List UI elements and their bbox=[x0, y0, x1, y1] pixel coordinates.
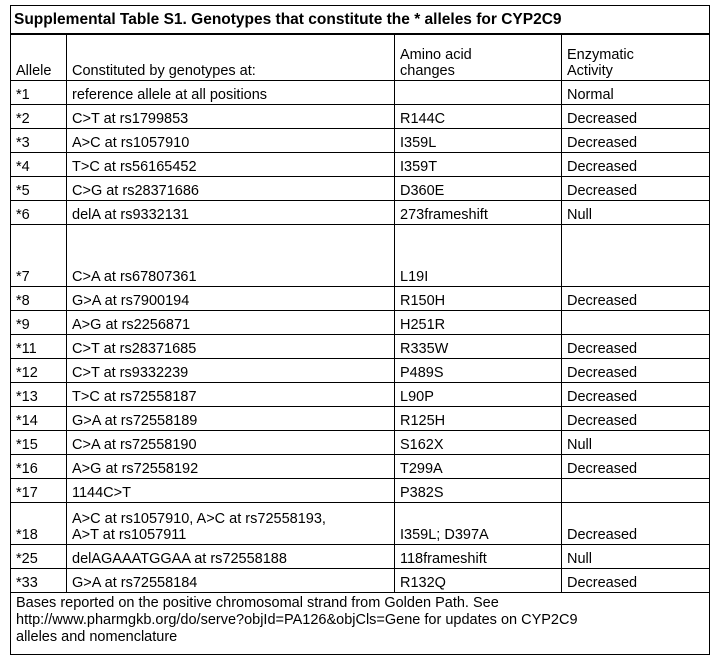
allele-cell: *6 bbox=[11, 201, 67, 225]
activity-cell: Decreased bbox=[562, 153, 710, 177]
activity-cell: Decreased bbox=[562, 359, 710, 383]
genotype-cell: C>T at rs1799853 bbox=[67, 105, 395, 129]
table-row bbox=[11, 455, 710, 479]
table-row bbox=[11, 503, 710, 545]
amino-cell: H251R bbox=[395, 311, 562, 335]
activity-cell: Null bbox=[562, 545, 710, 569]
genotype-cell: A>C at rs1057910, A>C at rs72558193, A>T at rs1057911 bbox=[67, 503, 395, 545]
allele-cell: *3 bbox=[11, 129, 67, 153]
footnote-row bbox=[11, 593, 710, 655]
genotype-cell: A>C at rs1057910 bbox=[67, 129, 395, 153]
amino-cell: P382S bbox=[395, 479, 562, 503]
amino-cell: I359L; D397A bbox=[395, 503, 562, 545]
allele-cell: *18 bbox=[11, 503, 67, 545]
table-row bbox=[11, 129, 710, 153]
amino-cell: R125H bbox=[395, 407, 562, 431]
table-row bbox=[11, 569, 710, 593]
activity-cell: Decreased bbox=[562, 105, 710, 129]
table-row bbox=[11, 153, 710, 177]
allele-cell: *15 bbox=[11, 431, 67, 455]
amino-cell: 118frameshift bbox=[395, 545, 562, 569]
allele-cell: *7 bbox=[11, 225, 67, 287]
header-genotypes: Constituted by genotypes at: bbox=[67, 35, 395, 81]
table-row bbox=[11, 225, 710, 287]
amino-cell: R144C bbox=[395, 105, 562, 129]
activity-cell: Decreased bbox=[562, 569, 710, 593]
table-row bbox=[11, 81, 710, 105]
activity-cell: Decreased bbox=[562, 129, 710, 153]
allele-cell: *33 bbox=[11, 569, 67, 593]
allele-cell: *9 bbox=[11, 311, 67, 335]
table-row bbox=[11, 359, 710, 383]
table-row bbox=[11, 311, 710, 335]
amino-cell: R335W bbox=[395, 335, 562, 359]
genotype-table bbox=[10, 34, 710, 655]
supplemental-table bbox=[10, 5, 710, 655]
activity-cell: Decreased bbox=[562, 177, 710, 201]
header-row bbox=[11, 35, 710, 81]
genotype-cell: reference allele at all positions bbox=[67, 81, 395, 105]
table-row bbox=[11, 407, 710, 431]
activity-cell: Decreased bbox=[562, 287, 710, 311]
header-amino: Amino acid changes bbox=[395, 35, 562, 81]
genotype-cell: C>G at rs28371686 bbox=[67, 177, 395, 201]
table-row bbox=[11, 479, 710, 503]
table-row bbox=[11, 201, 710, 225]
allele-cell: *17 bbox=[11, 479, 67, 503]
amino-cell: S162X bbox=[395, 431, 562, 455]
table-row bbox=[11, 383, 710, 407]
activity-cell: Decreased bbox=[562, 383, 710, 407]
amino-cell: L90P bbox=[395, 383, 562, 407]
table-title: Supplemental Table S1. Genotypes that constitute the * alleles for CYP2C9 bbox=[11, 6, 709, 34]
table-row bbox=[11, 177, 710, 201]
genotype-cell: C>T at rs28371685 bbox=[67, 335, 395, 359]
genotype-cell: A>G at rs2256871 bbox=[67, 311, 395, 335]
amino-cell: I359L bbox=[395, 129, 562, 153]
allele-cell: *1 bbox=[11, 81, 67, 105]
footnote: Bases reported on the positive chromosomal strand from Golden Path. See http://www.pharmgkb.org/do/serve?objId=PA126&objCls=Gene for updates on CYP2C9 alleles and nomenclature bbox=[11, 593, 710, 655]
header-activity: Enzymatic Activity bbox=[562, 35, 710, 81]
genotype-cell: A>G at rs72558192 bbox=[67, 455, 395, 479]
allele-cell: *13 bbox=[11, 383, 67, 407]
activity-cell: Decreased bbox=[562, 335, 710, 359]
activity-cell: Normal bbox=[562, 81, 710, 105]
table-row bbox=[11, 287, 710, 311]
amino-cell: T299A bbox=[395, 455, 562, 479]
amino-cell bbox=[395, 81, 562, 105]
table-body bbox=[11, 81, 710, 593]
allele-cell: *14 bbox=[11, 407, 67, 431]
activity-cell: Null bbox=[562, 431, 710, 455]
table-row bbox=[11, 545, 710, 569]
allele-cell: *5 bbox=[11, 177, 67, 201]
activity-cell: Null bbox=[562, 201, 710, 225]
genotype-cell: G>A at rs72558184 bbox=[67, 569, 395, 593]
header-allele: Allele bbox=[11, 35, 67, 81]
genotype-cell: G>A at rs72558189 bbox=[67, 407, 395, 431]
allele-cell: *2 bbox=[11, 105, 67, 129]
allele-cell: *8 bbox=[11, 287, 67, 311]
table-row bbox=[11, 105, 710, 129]
activity-cell bbox=[562, 479, 710, 503]
genotype-cell: T>C at rs56165452 bbox=[67, 153, 395, 177]
activity-cell: Decreased bbox=[562, 455, 710, 479]
amino-cell: D360E bbox=[395, 177, 562, 201]
allele-cell: *25 bbox=[11, 545, 67, 569]
activity-cell bbox=[562, 311, 710, 335]
activity-cell: Decreased bbox=[562, 407, 710, 431]
activity-cell: Decreased bbox=[562, 503, 710, 545]
table-frame bbox=[10, 5, 710, 34]
genotype-cell: G>A at rs7900194 bbox=[67, 287, 395, 311]
activity-cell bbox=[562, 225, 710, 287]
genotype-cell: delA at rs9332131 bbox=[67, 201, 395, 225]
amino-cell: P489S bbox=[395, 359, 562, 383]
amino-cell: 273frameshift bbox=[395, 201, 562, 225]
genotype-cell: C>A at rs72558190 bbox=[67, 431, 395, 455]
genotype-cell: C>T at rs9332239 bbox=[67, 359, 395, 383]
genotype-cell: 1144C>T bbox=[67, 479, 395, 503]
table-row bbox=[11, 335, 710, 359]
amino-cell: L19I bbox=[395, 225, 562, 287]
allele-cell: *11 bbox=[11, 335, 67, 359]
genotype-cell: C>A at rs67807361 bbox=[67, 225, 395, 287]
amino-cell: R150H bbox=[395, 287, 562, 311]
genotype-cell: delAGAAATGGAA at rs72558188 bbox=[67, 545, 395, 569]
genotype-cell: T>C at rs72558187 bbox=[67, 383, 395, 407]
allele-cell: *12 bbox=[11, 359, 67, 383]
table-row bbox=[11, 431, 710, 455]
allele-cell: *16 bbox=[11, 455, 67, 479]
amino-cell: I359T bbox=[395, 153, 562, 177]
amino-cell: R132Q bbox=[395, 569, 562, 593]
allele-cell: *4 bbox=[11, 153, 67, 177]
